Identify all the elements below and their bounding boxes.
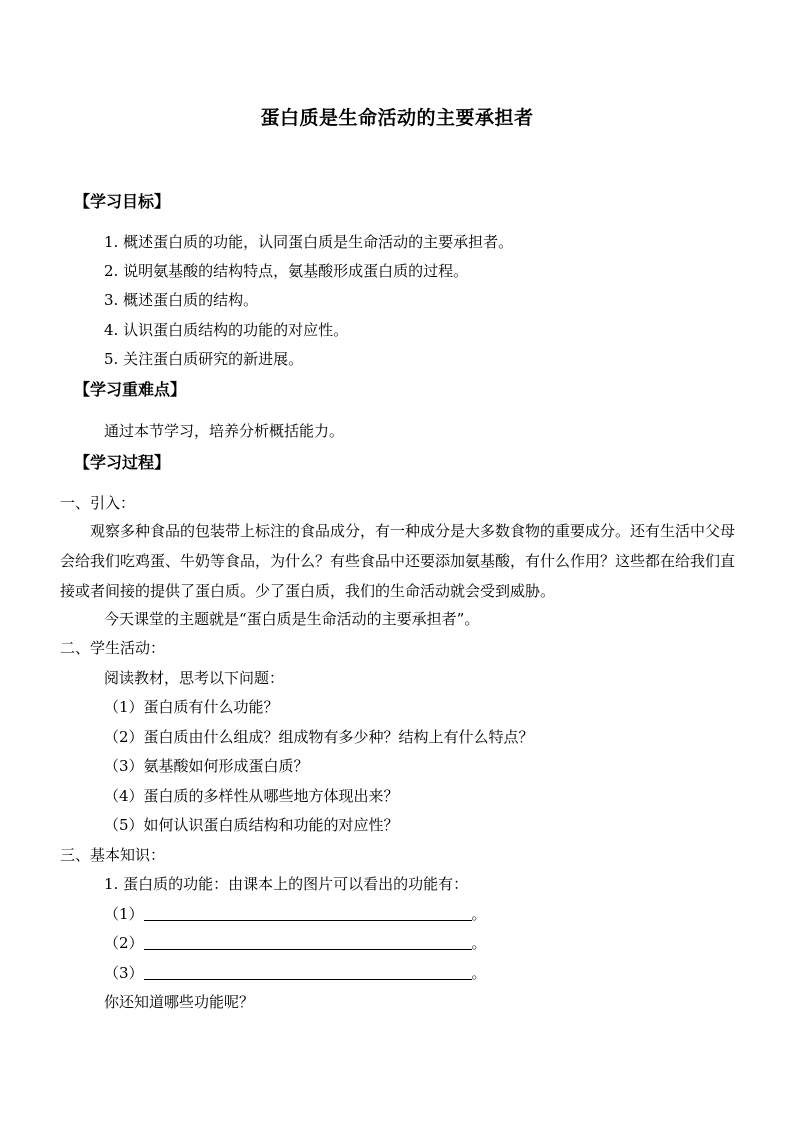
question-item: （5）如何认识蛋白质结构和功能的对应性？ — [104, 816, 399, 834]
knowledge-item: 1. 蛋白质的功能：由课本上的图片可以看出的功能有： — [104, 875, 469, 893]
fill-blank-line[interactable] — [144, 904, 472, 921]
knowledge-followup: 你还知道哪些功能呢？ — [104, 993, 255, 1011]
knowledge-heading: 三、基本知识： — [60, 846, 166, 864]
activity-prompt: 阅读教材，思考以下问题： — [104, 669, 285, 687]
goal-item: 3. 概述蛋白质的结构。 — [104, 291, 259, 309]
blank-number: （1） — [104, 905, 144, 923]
blank-end: 。 — [471, 905, 487, 923]
question-item: （2）蛋白质由什么组成？组成物有多少种？结构上有什么特点？ — [104, 728, 534, 746]
fill-blank-row — [104, 933, 487, 953]
key-points-text: 通过本节学习，培养分析概括能力。 — [104, 422, 345, 440]
intro-paragraph-topic: 今天课堂的主题就是“蛋白质是生命活动的主要承担者”。 — [104, 610, 480, 628]
goal-item: 5. 关注蛋白质研究的新进展。 — [104, 350, 304, 368]
fill-blank-row — [104, 904, 487, 924]
fill-blank-line[interactable] — [144, 933, 472, 950]
intro-heading: 一、引入： — [60, 494, 136, 512]
question-item: （3）氨基酸如何形成蛋白质？ — [104, 757, 309, 775]
blank-number: （3） — [104, 964, 144, 982]
fill-blank-row — [104, 963, 487, 983]
goal-item: 2. 说明氨基酸的结构特点，氨基酸形成蛋白质的过程。 — [104, 262, 469, 280]
question-item: （1）蛋白质有什么功能？ — [104, 698, 279, 716]
intro-paragraph: 观察多种食品的包装带上标注的食品成分，有一种成分是大多数食物的重要成分。还有生活中父母会给我们吃鸡蛋、牛奶等食品，为什么？有些食品中还要添加氨基酸，有什么作用？这些都在给我们直接或者间接的提供了蛋白质。少了蛋白质，我们的生命活动就会受到威胁。 — [60, 522, 736, 600]
fill-blank-line[interactable] — [144, 963, 472, 980]
key-points-heading: 【学习重难点】 — [74, 380, 187, 399]
goal-item: 4. 认识蛋白质结构的功能的对应性。 — [104, 321, 349, 339]
question-item: （4）蛋白质的多样性从哪些地方体现出来？ — [104, 787, 399, 805]
blank-end: 。 — [471, 964, 487, 982]
goals-heading: 【学习目标】 — [74, 192, 171, 211]
activity-heading: 二、学生活动： — [60, 639, 166, 657]
document-title: 蛋白质是生命活动的主要承担者 — [260, 107, 534, 129]
blank-number: （2） — [104, 934, 144, 952]
process-heading: 【学习过程】 — [74, 453, 171, 472]
goal-item: 1. 概述蛋白质的功能，认同蛋白质是生命活动的主要承担者。 — [104, 233, 514, 251]
blank-end: 。 — [471, 934, 487, 952]
